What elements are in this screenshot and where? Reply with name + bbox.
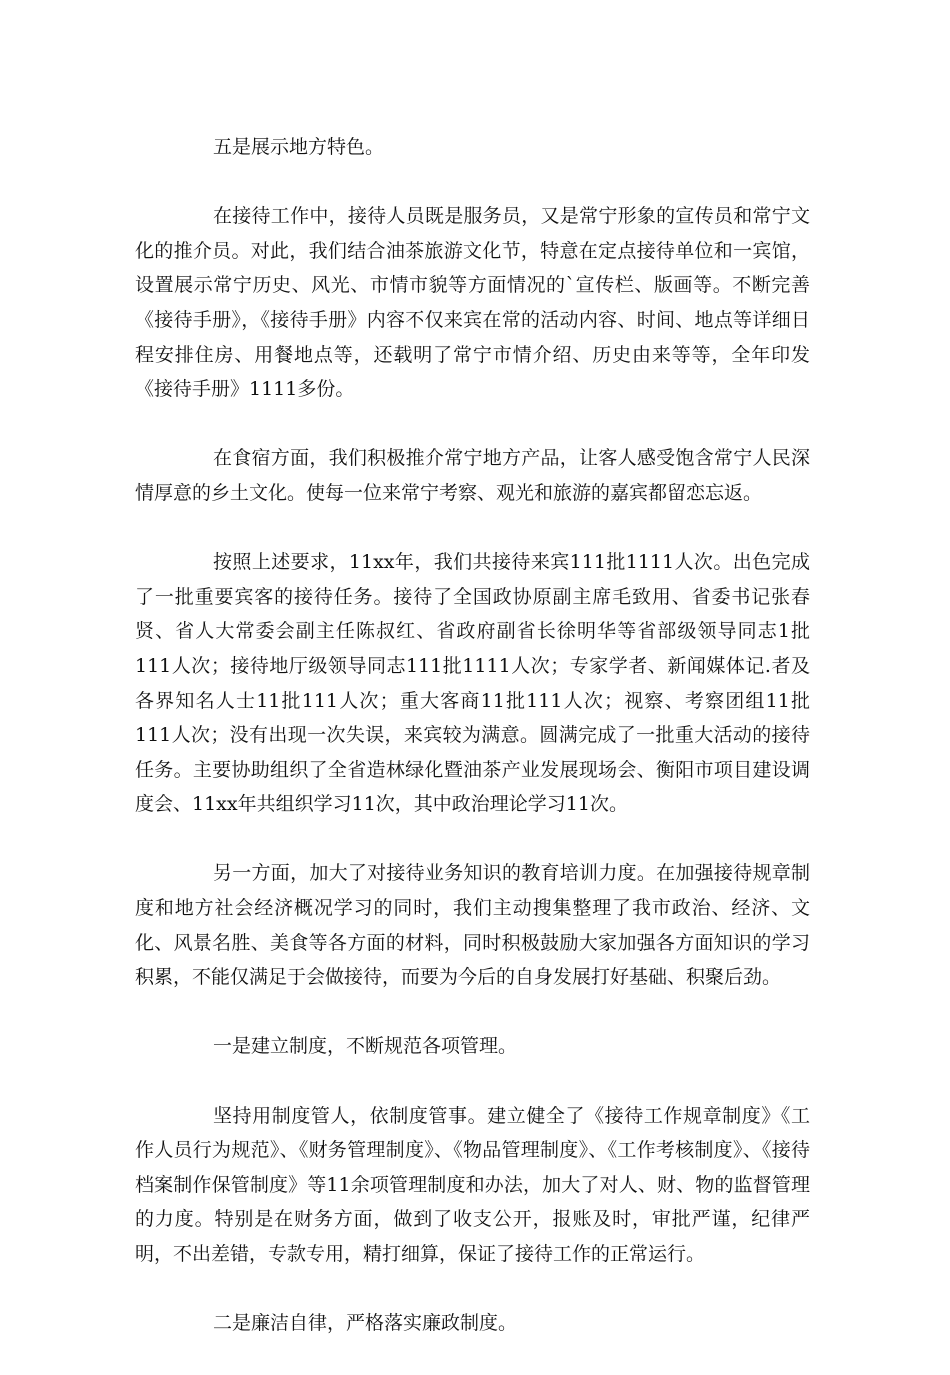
document-body — [135, 130, 810, 1375]
section-heading-one: 一是建立制度，不断规范各项管理。 — [213, 1035, 518, 1058]
section-heading-two: 二是廉洁自律，严格落实廉政制度。 — [213, 1312, 518, 1335]
paragraph-training: 另一方面，加大了对接待业务知识的教育培训力度。在加强接待规章制度和地方社会经济概况学习的同时，我们主动搜集整理了我市政治、经济、文化、风景名胜、美食等各方面的材料，同时积极鼓励大家加强各方面知识的学习积累，不能仅满足于会做接待，而要为今后的自身发展打好基础、积聚后劲。 — [135, 862, 810, 989]
paragraph-reception-promotion: 在接待工作中，接待人员既是服务员，又是常宁形象的宣传员和常宁文化的推介员。对此，我们结合油茶旅游文化节，特意在定点接待单位和一宾馆，设置展示常宁历史、风光、市情市貌等方面情况的`宣传栏、版画等。不断完善《接待手册》，《接待手册》内容不仅来宾在常的活动内容、时间、地点等详细日程安排住房、用餐地点等，还载明了常宁市情介绍、历史由来等等，全年印发《接待手册》1111多份。 — [135, 205, 810, 401]
paragraph-reception-statistics: 按照上述要求，11xx年，我们共接待来宾111批1111人次。出色完成了一批重要宾客的接待任务。接待了全国政协原副主席毛致用、省委书记张春贤、省人大常委会副主任陈叔红、省政府副省长徐明华等省部级领导同志1批111人次；接待地厅级领导同志111批1111人次；专家学者、新闻媒体记.者及各界知名人士11批111人次；重大客商11批111人次；视察、考察团组11批111人次；没有出现一次失误，来宾较为满意。圆满完成了一批重大活动的接待任务。主要协助组织了全省造林绿化暨油茶产业发展现场会、衡阳市项目建设调度会、11xx年共组织学习11次，其中政治理论学习11次。 — [135, 551, 810, 816]
paragraph-food-lodging: 在食宿方面，我们积极推介常宁地方产品，让客人感受饱含常宁人民深情厚意的乡土文化。使每一位来常宁考察、观光和旅游的嘉宾都留恋忘返。 — [135, 447, 810, 504]
section-heading-five: 五是展示地方特色。 — [213, 136, 385, 158]
paragraph-management-system: 坚持用制度管人，依制度管事。建立健全了《接待工作规章制度》《工作人员行为规范》、《财务管理制度》、《物品管理制度》、《工作考核制度》、《接待档案制作保管制度》等11余项管理制度和办法，加大了对人、财、物的监督管理的力度。特别是在财务方面，做到了收支公开，报账及时，审批严谨，纪律严明，不出差错，专款专用，精打细算，保证了接待工作的正常运行。 — [135, 1104, 810, 1265]
